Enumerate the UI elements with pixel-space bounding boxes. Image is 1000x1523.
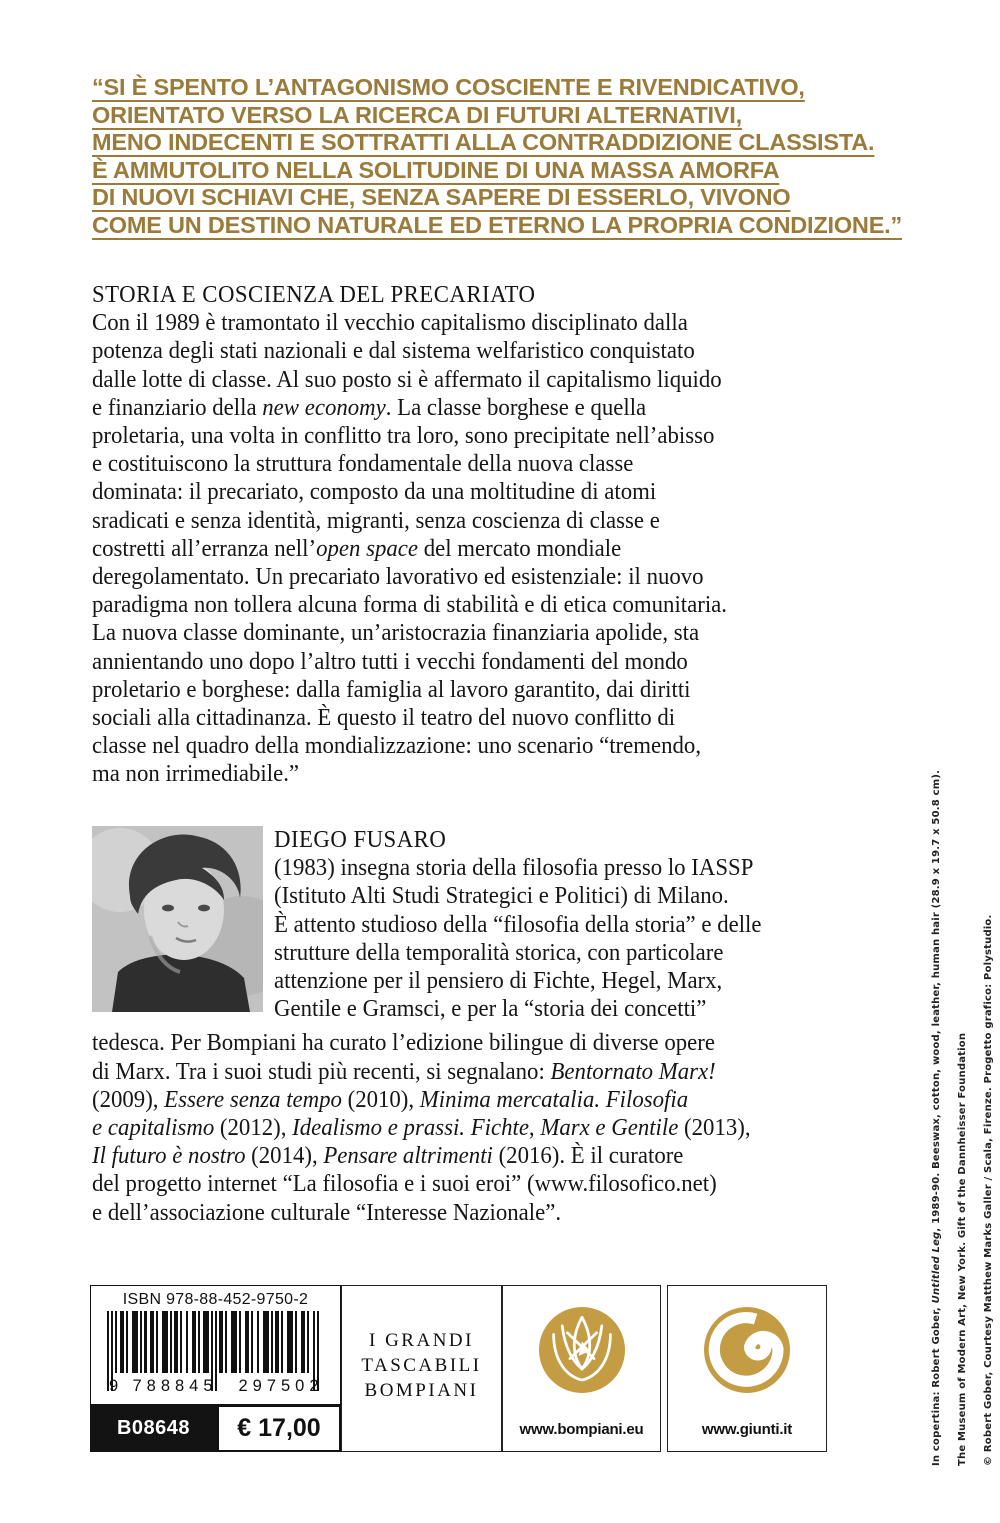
giunti-box [667, 1285, 827, 1452]
giunti-url: www.giunti.it [701, 1421, 793, 1438]
author-photo [92, 826, 263, 1012]
synopsis-paragraph: Con il 1989 è tramontato il vecchio capitalismo disciplinato dalla potenza degli stati nazionali e dal sistema welfaristico conquistato dalle lotte di classe. Al suo posto si è affermato il capitalismo liquido e finanziario della new economy. La classe borghese e quella proletaria, una volta in conflitto tra loro, sono precipitate nell’abisso e costituiscono la struttura fondamentale della nuova classe dominata: il precariato, composto da una moltitudine di atomi sradicati e senza identità, migranti, senza coscienza di classe e costretti all’erranza nell’open space del mercato mondiale deregolamentato. Un precariato lavorativo ed esistenziale: il nuovo paradigma non tollera alcuna forma di stabilità e di etica comunitaria. La nuova classe dominante, un’aristocrazia finanziaria apolide, sta annientando uno dopo l’altro tutti i vecchi fondamenti del mondo proletario e borghese: dalla famiglia al lavoro garantito, dai diritti sociali alla cittadinanza. È questo il teatro del nuovo conflitto di classe nel quadro della mondializzazione: uno scenario “tremendo, ma non irrimediabile.” [92, 310, 727, 788]
bompiani-box [502, 1285, 661, 1452]
isbn-price-column [90, 1285, 341, 1452]
cover-credits: In copertina: Robert Gober, Untitled Leg, 1989-90. Beeswax, cotton, wood, leather, human hair (28.9 x 19.7 x 50.8 cm). The Museum of Modern Art, New York. Gift of the Dannheisser Foundation © Robert Gober, Courtesy Matthew Marks Galler / Scala, Firenze. Progetto grafico: Polystudio. [931, 769, 994, 1466]
author-bio-beside-photo [274, 826, 762, 1023]
barcode-digit-group2: 297502 [238, 1377, 324, 1395]
catalog-code: B08648 [90, 1405, 217, 1452]
giunti-g-icon [704, 1307, 790, 1393]
bompiani-url: www.bompiani.eu [519, 1421, 644, 1438]
isbn-label: ISBN 978-88-452-9750-2 [122, 1291, 309, 1308]
series-name: I GRANDI TASCABILI BOMPIANI [361, 1330, 482, 1401]
synopsis-heading: STORIA E COSCIENZA DEL PRECARIATO [92, 282, 536, 308]
cover-quote: “SI È SPENTO L’ANTAGONISMO COSCIENTE E RIVENDICATIVO, ORIENTATO VERSO LA RICERCA DI FUTURI ALTERNATIVI, MENO INDECENTI E SOTTRATTI ALLA CONTRADDIZIONE CLASSISTA. È AMMUTOLITO NELLA SOLITUDINE DI UNA MASSA AMORFA DI NUOVI SCHIAVI CHE, SENZA SAPERE DI ESSERLO, VIVONO COME UN DESTINO NATURALE ED ETERNO LA PROPRIA CONDIZIONE.” [92, 74, 903, 238]
bompiani-flower-icon [539, 1307, 625, 1393]
footer-strip [90, 1285, 827, 1452]
synopsis [92, 281, 727, 789]
author-section [92, 826, 892, 1227]
author-portrait-placeholder [92, 826, 263, 1012]
price: € 17,00 [217, 1405, 341, 1452]
author-name: DIEGO FUSARO [274, 827, 447, 853]
author-bio-side-lines: (1983) insegna storia della filosofia presso lo IASSP (Istituto Alti Studi Strategici e Politici) di Milano. È attento studioso della “filosofia della storia” e delle strutture della temporalità storica, con particolare attenzione per il pensiero di Fichte, Hegel, Marx, Gentile e Gramsci, e per la “storia dei concetti” [274, 855, 762, 1023]
series-box [341, 1285, 502, 1452]
barcode-digits [109, 1377, 341, 1396]
barcode-digit-group1: 788845 [132, 1377, 218, 1395]
barcode-box [90, 1285, 341, 1405]
barcode-digit-first: 9 [109, 1377, 119, 1395]
barcode [107, 1311, 340, 1395]
author-bio-full-width: tedesca. Per Bompiani ha curato l’edizione bilingue di diverse opere di Marx. Tra i suoi studi più recenti, si segnalano: Bentornato Marx! (2009), Essere senza tempo (2010), Minima mercatalia. Filosofia e capitalismo (2012), Idealismo e prassi. Fichte, Marx e Gentile (2013), Il futuro è nostro (2014), Pensare altrimenti (2016). È il curatore del progetto internet “La filosofia e i suoi eroi” (www.filosofico.net) e dell’associazione culturale “Interesse Nazionale”. [92, 1030, 751, 1226]
code-price-row [90, 1405, 341, 1452]
